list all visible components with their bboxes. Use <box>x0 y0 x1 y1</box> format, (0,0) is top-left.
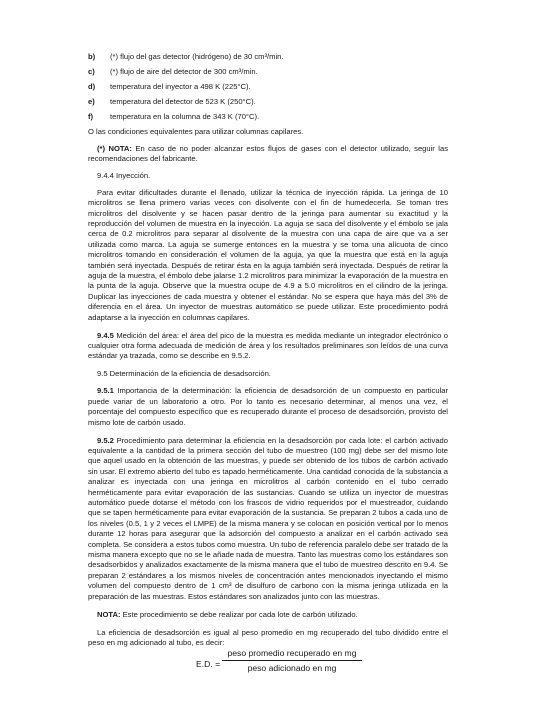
formula-numerator: peso promedio recuperado en mg <box>222 648 362 661</box>
efficiency-formula <box>196 648 376 682</box>
note-2-label: NOTA: <box>97 609 121 619</box>
list-item: c) (*) flujo de aire del detector de 300 cm³/min. <box>88 67 258 76</box>
heading-9-5-1: 9.5.1 <box>97 386 114 396</box>
note-2: NOTA: Este procedimiento se debe realizar por cada lote de carbón utilizado. <box>97 609 358 619</box>
heading-9-4-5: 9.4.5 <box>97 330 114 340</box>
conditions-list <box>88 52 448 122</box>
paragraph-9-4-4: Para evitar dificultades durante el llenado, utilizar la técnica de inyección rápida. La jeringa de 10 microlitros se llena primero varias veces con disolvente con el fin de humedecerla. Se toman tres microlitros del disolvente y se hacen pasar dentro de la jeringa para aumentar su exactitud y la reproducción del volumen de muestra en la inyección. La aguja se saca del disolvente y el émbolo se jala cerca de 0.2 microlitros para separar al disolvente de la muestra con una capa de aire que va a ser utilizada como marca. La aguja se sumerge entonces en la muestra y se toma una alícuota de cinco microlitros tomando en consideración el volumen de la aguja, ya que la muestra que está en la aguja también será inyectada. Después de retirar ésta en la aguja también será inyectada. Después de retirar la aguja de la muestra, el émbolo debe jalarse 1.2 microlitros para minimizar la evaporación de la muestra en la punta de la aguja. Observe que la muestra ocupe de 4.9 a 5.0 microlitros en el cilindro de la jeringa. Duplicar las inyecciones de cada muestra y obtener el estándar. No se espera que haya más del 3% de diferencia en el área. Un inyector de muestras automático se puede utilizar. Este procedimiento podrá adaptarse a la inyección en columnas capilares. <box>88 187 448 322</box>
list-item: e) temperatura del detector de 523 K (250°C). <box>88 97 256 106</box>
heading-9-4-4: 9.4.4 Inyección. <box>97 171 151 180</box>
list-item: b) (*) flujo del gas detector (hidrógeno) de 30 cm³/min. <box>88 52 284 61</box>
paragraph-9-4-5: 9.4.5 Medición del área: el área del pico de la muestra es medida mediante un integrador electrónico o cualquier otra forma adecuada de medición de área y los resultados preliminares son leídos de una curva estándar ya trazada, como se describe en 9.5.2. <box>88 330 448 361</box>
capillary-note: O las condiciones equivalentes para utilizar columnas capilares. <box>88 127 304 136</box>
list-item: d) temperatura del inyector a 498 K (225°C). <box>88 82 251 91</box>
list-item: f) temperatura en la columna de 343 K (70°C). <box>88 112 260 121</box>
paragraph-9-5-1: 9.5.1 Importancia de la determinación: la eficiencia de desadsorción de un compuesto en particular puede variar de un laboratorio a otro. Por lo tanto es necesario determinar, al menos una vez, el porcentaje del compuesto específico que es recuperado durante el proceso de desadsorción, provisto del mismo lote de carbón usado. <box>88 386 448 427</box>
formula-denominator: peso adicionado en mg <box>247 663 337 673</box>
document-page <box>88 52 448 648</box>
paragraph-9-5-2: 9.5.2 Procedimiento para determinar la eficiencia en la desadsorción por cada lote: el carbón activado equivalente a la cantidad de la primera sección del tubo de muestreo (100 mg) debe ser del mismo lote que aquel usado en la obtención de las muestras, y puede ser obtenido de los tubos de carbón activado sin usar. El extremo abierto del tubo es tapado herméticamente. Una cantidad conocida de la substancia a analizar es inyectada con una jeringa en microlitros al carbón contenido en el tubo cerrado herméticamente para evitar evaporación de las sustancias. Cuando se utiliza un inyector de muestras automático puede dotarse el método con los frascos de vidrio requeridos por el muestreador, cuidando que se tapen herméticamente para evitar evaporación de la sustancia. Se preparan 2 tubos a cada uno de los niveles (0.5, 1 y 2 veces el LMPE) de la misma manera y se colocan en posición vertical por lo menos durante 12 horas para asegurar que la adsorción del compuesto a analizar en el carbón activado sea completa. Se considera a estos tubos como muestra. Un tubo de referencia paralelo debe ser tratado de la misma manera excepto que no se le añade nada de muestra. Tanto las muestras como los estándares son desadsorbidos y analizados exactamente de la misma manera que el tubo de muestreo descrito en 9.4. Se preparan 2 estándares a los mismos niveles de concentración antes mencionados inyectando el mismo volumen del compuesto dentro de 1 cm³ de disulfuro de carbono con la misma jeringa utilizada en la preparación de las muestras. Estos estándares son analizados junto con las muestras. <box>88 435 448 601</box>
formula-fraction <box>222 648 362 673</box>
note-1: (*) NOTA: En caso de no poder alcanzar estos flujos de gases con el detector utilizado, seguir las recomendaciones del fabricante. <box>88 143 448 164</box>
formula-lhs: E.D. = <box>196 659 221 669</box>
heading-9-5-2: 9.5.2 <box>97 435 114 445</box>
note-1-label: (*) NOTA: <box>97 143 132 153</box>
heading-9-5: 9.5 Determinación de la eficiencia de desadsorción. <box>97 369 271 379</box>
efficiency-definition: La eficiencia de desadsorción es igual al peso promedio en mg recuperado del tubo dividido entre el peso en mg adicionado al tubo, es decir: <box>88 627 448 647</box>
